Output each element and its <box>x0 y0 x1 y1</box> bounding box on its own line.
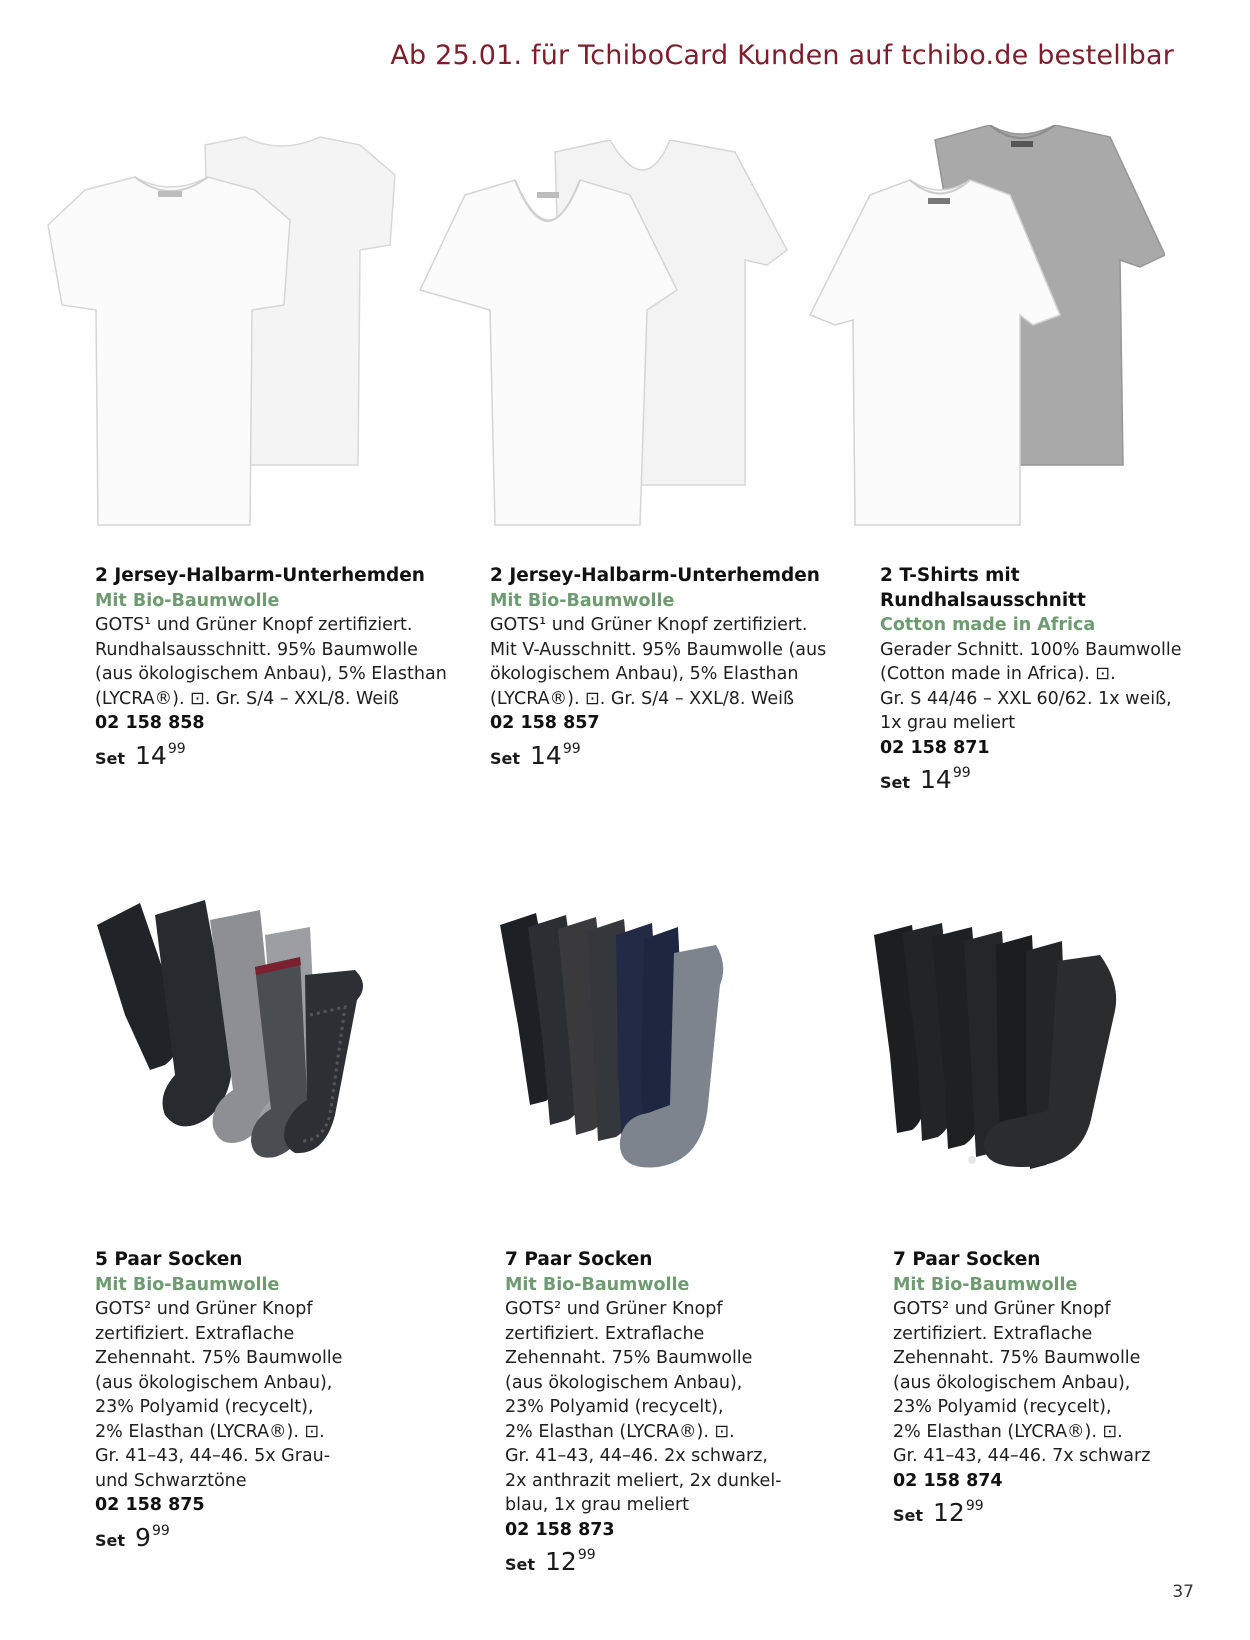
product-code: 02 158 857 <box>490 713 600 733</box>
price-main: 12 <box>933 1498 965 1527</box>
product-desc-line: blau, 1x grau meliert <box>505 1495 690 1515</box>
product-subtitle: Mit Bio-Baumwolle <box>95 590 280 611</box>
product-desc-line: 1x grau meliert <box>880 713 1016 733</box>
price-label: Set <box>880 773 911 792</box>
product-price <box>505 1547 835 1579</box>
price-main: 14 <box>135 740 167 770</box>
product-desc-line: GOTS² und Grüner Knopf <box>505 1299 723 1319</box>
product-subtitle: Mit Bio-Baumwolle <box>893 1274 1078 1295</box>
price-main: 12 <box>545 1547 577 1576</box>
page-number: 37 <box>1172 1582 1194 1602</box>
product-code: 02 158 858 <box>95 713 205 733</box>
product-desc-line: (LYCRA®). ⊡. Gr. S/4 – XXL/8. Weiß <box>95 688 399 709</box>
product-desc-line: Zehennaht. 75% Baumwolle <box>505 1348 753 1368</box>
product-title: 7 Paar Socken <box>893 1249 1041 1270</box>
product-desc-line: Gr. S 44/46 – XXL 60/62. 1x weiß, <box>880 688 1172 709</box>
product-block-socks-7-mixed <box>505 1248 835 1579</box>
product-desc-line: (aus ökologischem Anbau), 5% Elasthan <box>95 664 447 684</box>
product-desc-line: (aus ökologischem Anbau), <box>893 1372 1131 1393</box>
product-desc-line: Zehennaht. 75% Baumwolle <box>893 1348 1141 1368</box>
page-header <box>390 30 1190 80</box>
price-label: Set <box>95 748 126 768</box>
product-image-socks-7-mixed <box>498 905 728 1175</box>
product-price <box>880 765 1210 797</box>
product-desc-line: Gr. 41–43, 44–46. 2x schwarz, <box>505 1446 768 1466</box>
product-desc-line: GOTS² und Grüner Knopf <box>95 1299 313 1319</box>
product-desc-line: 23% Polyamid (recycelt), <box>95 1397 314 1417</box>
product-price <box>490 740 830 773</box>
product-title: 7 Paar Socken <box>505 1249 653 1270</box>
product-title: 2 Jersey-Halbarm-Unterhemden <box>95 565 425 586</box>
product-title: 5 Paar Socken <box>95 1249 243 1270</box>
product-desc-line: Rundhalsausschnitt. 95% Baumwolle <box>95 639 418 660</box>
price-cents: 99 <box>577 1547 596 1563</box>
product-code: 02 158 871 <box>880 737 990 758</box>
product-image-tshirts <box>805 125 1165 545</box>
product-desc-line: Gerader Schnitt. 100% Baumwolle <box>880 639 1182 660</box>
product-subtitle: Mit Bio-Baumwolle <box>490 590 675 611</box>
header-text: Ab 25.01. für TchiboCard Kunden auf tchibo.de bestellbar <box>390 39 1174 71</box>
product-subtitle: Mit Bio-Baumwolle <box>505 1274 690 1295</box>
product-desc-line: und Schwarztöne <box>95 1470 247 1491</box>
price-main: 9 <box>135 1522 151 1552</box>
product-image-vneck-undershirts <box>415 140 790 540</box>
product-desc-line: (aus ökologischem Anbau), <box>95 1372 333 1393</box>
product-desc-line: ökologischem Anbau), 5% Elasthan <box>490 664 799 684</box>
product-desc-line: Gr. 41–43, 44–46. 5x Grau- <box>95 1446 331 1466</box>
product-desc-line: 2% Elasthan (LYCRA®). ⊡. <box>505 1421 735 1442</box>
product-code: 02 158 875 <box>95 1495 205 1515</box>
price-cents: 99 <box>965 1498 984 1514</box>
price-label: Set <box>490 748 521 768</box>
product-title: 2 T-Shirts mit <box>880 565 1020 586</box>
product-desc-line: 2% Elasthan (LYCRA®). ⊡. <box>95 1421 325 1442</box>
product-desc-line: (aus ökologischem Anbau), <box>505 1372 743 1393</box>
product-code: 02 158 874 <box>893 1470 1003 1491</box>
product-desc-line: (LYCRA®). ⊡. Gr. S/4 – XXL/8. Weiß <box>490 688 794 709</box>
product-title: Rundhalsausschnitt <box>880 589 1086 611</box>
product-block-crew-undershirts <box>95 564 447 772</box>
product-image-socks-7-black <box>872 905 1122 1175</box>
product-block-vneck-undershirts <box>490 564 830 772</box>
product-desc-line: zertifiziert. Extraflache <box>95 1323 295 1344</box>
product-block-tshirts <box>880 564 1210 797</box>
product-desc-line: zertifiziert. Extraflache <box>893 1323 1093 1344</box>
product-desc-line: GOTS¹ und Grüner Knopf zertifiziert. <box>490 615 808 635</box>
product-desc-line: 23% Polyamid (recycelt), <box>505 1397 724 1417</box>
price-label: Set <box>893 1506 924 1525</box>
product-desc-line: zertifiziert. Extraflache <box>505 1323 705 1344</box>
product-desc-line: 2x anthrazit meliert, 2x dunkel- <box>505 1470 782 1491</box>
product-block-socks-7-black <box>893 1248 1213 1530</box>
product-subtitle: Cotton made in Africa <box>880 615 1096 635</box>
price-main: 14 <box>920 765 952 794</box>
price-cents: 99 <box>167 740 186 757</box>
product-desc-line: GOTS² und Grüner Knopf <box>893 1299 1111 1319</box>
product-price <box>893 1498 1213 1530</box>
product-desc-line: 23% Polyamid (recycelt), <box>893 1397 1112 1417</box>
price-cents: 99 <box>151 1522 170 1539</box>
product-desc-line: (Cotton made in Africa). ⊡. <box>880 664 1116 684</box>
product-desc-line: Zehennaht. 75% Baumwolle <box>95 1348 343 1368</box>
product-price <box>95 1522 425 1555</box>
price-label: Set <box>95 1530 126 1550</box>
product-block-socks-5 <box>95 1248 425 1554</box>
product-code: 02 158 873 <box>505 1519 615 1540</box>
product-subtitle: Mit Bio-Baumwolle <box>95 1274 280 1295</box>
product-image-crew-undershirts <box>40 135 400 540</box>
product-desc-line: Gr. 41–43, 44–46. 7x schwarz <box>893 1446 1151 1466</box>
product-price <box>95 740 435 773</box>
price-main: 14 <box>530 740 562 770</box>
product-image-socks-5 <box>95 895 370 1160</box>
product-desc-line: 2% Elasthan (LYCRA®). ⊡. <box>893 1421 1123 1442</box>
product-desc-line: Mit V-Ausschnitt. 95% Baumwolle (aus <box>490 639 827 660</box>
price-label: Set <box>505 1555 536 1574</box>
price-cents: 99 <box>562 740 581 757</box>
price-cents: 99 <box>952 765 971 781</box>
product-desc-line: GOTS¹ und Grüner Knopf zertifiziert. <box>95 615 413 635</box>
product-title: 2 Jersey-Halbarm-Unterhemden <box>490 565 820 586</box>
